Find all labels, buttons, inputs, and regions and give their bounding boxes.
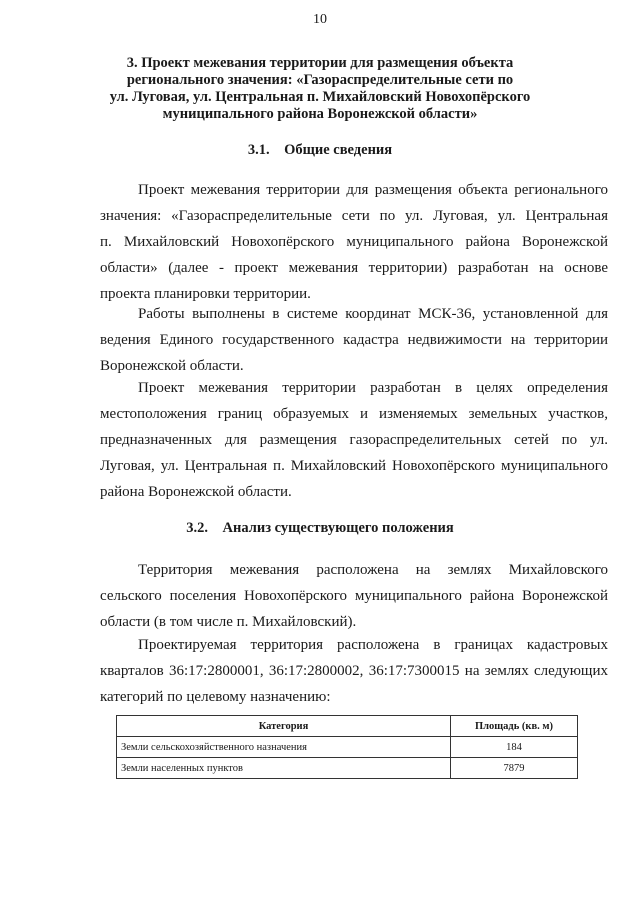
table-row	[117, 737, 578, 758]
title-line: 3. Проект межевания территории для размещения объекта	[126, 55, 514, 71]
text-line: Воронежской области.	[100, 358, 244, 374]
title-line: ул. Луговая, ул. Центральная п. Михайловский Новохопёрского	[109, 89, 531, 105]
text-line: кварталов 36:17:2800001, 36:17:2800002, 36:17:7300015 на землях следующих	[100, 663, 608, 679]
category-cell: Земли населенных пунктов	[117, 758, 451, 779]
area-cell: 184	[451, 737, 578, 758]
land-category-table	[116, 715, 578, 779]
category-cell: Земли сельскохозяйственного назначения	[117, 737, 451, 758]
table-row	[117, 758, 578, 779]
text-line: ведения Единого государственного кадастра недвижимости на территории	[100, 332, 608, 348]
subsection-3-1-title: 3.1. Общие сведения	[247, 142, 393, 158]
text-line: предназначенных для размещения газораспределительных сетей по ул.	[100, 432, 608, 448]
title-line: регионального значения: «Газораспределительные сети по	[126, 72, 514, 88]
text-line: категорий по целевому назначению:	[100, 689, 331, 705]
text-line: Луговая, ул. Центральная п. Михайловский Новохопёрского муниципального	[100, 458, 608, 474]
text-line: п. Михайловский Новохопёрского муниципального района Воронежской	[100, 234, 608, 250]
paragraph-3-1-3	[100, 375, 608, 505]
text-line: Проект межевания территории разработан в целях определения	[138, 380, 608, 396]
text-line: района Воронежской области.	[100, 484, 292, 500]
subsection-3-2-title: 3.2. Анализ существующего положения	[186, 520, 454, 536]
section-3-title	[100, 55, 540, 123]
title-line: муниципального района Воронежской области»	[162, 106, 478, 122]
text-line: Проект межевания территории для размещения объекта регионального	[138, 182, 608, 198]
text-line: сельского поселения Новохопёрского муниципального района Воронежской	[100, 588, 608, 604]
area-cell: 7879	[451, 758, 578, 779]
text-line: Работы выполнены в системе координат МСК-36, установленной для	[138, 306, 608, 322]
header-category: Категория	[117, 716, 451, 737]
paragraph-3-1-1	[100, 177, 608, 307]
text-line: Проектируемая территория расположена в границах кадастровых	[138, 637, 608, 653]
paragraph-3-2-2	[100, 632, 608, 710]
text-line: области» (далее - проект межевания территории) разработан на основе	[100, 260, 608, 276]
text-line: Территория межевания расположена на землях Михайловского	[138, 562, 608, 578]
page-number: 10	[313, 12, 327, 27]
header-area: Площадь (кв. м)	[451, 716, 578, 737]
text-line: местоположения границ образуемых и изменяемых земельных участков,	[100, 406, 608, 422]
text-line: значения: «Газораспределительные сети по ул. Луговая, ул. Центральная	[100, 208, 608, 224]
paragraph-3-1-2	[100, 301, 608, 379]
table-header-row	[117, 716, 578, 737]
text-line: проекта планировки территории.	[100, 286, 311, 302]
text-line: области (в том числе п. Михайловский).	[100, 614, 357, 630]
paragraph-3-2-1	[100, 557, 608, 635]
